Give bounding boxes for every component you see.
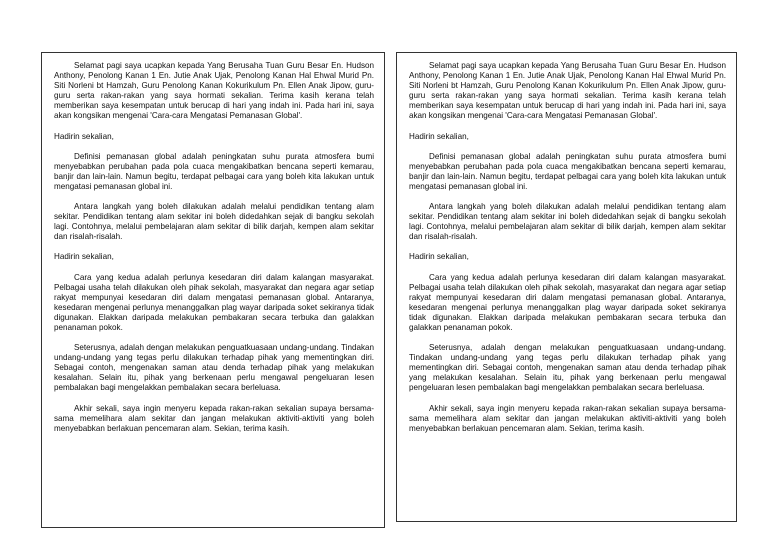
closing-paragraph: Akhir sekali, saya ingin menyeru kepada rakan-rakan sekalian supaya bersama-sama memelihara alam sekitar dan jangan melakukan aktiviti-aktiviti yang boleh menyebabkan berlakuan pencemaran alam. Sekian, terima kasih. xyxy=(409,403,726,433)
education-paragraph: Antara langkah yang boleh dilakukan adalah melalui pendidikan tentang alam sekitar. Pendidikan tentang alam sekitar ini boleh didedahkan sejak di bangku sekolah lagi. Contohnya, melalui pembelajaran alam sekitar di bilik darjah, kempen alam sekitar dan risalah-risalah. xyxy=(54,202,374,242)
greeting-line: Hadirin sekalian, xyxy=(409,252,469,262)
education-paragraph: Antara langkah yang boleh dilakukan adalah melalui pendidikan tentang alam sekitar. Pendidikan tentang alam sekitar ini boleh didedahkan sejak di bangku sekolah lagi. Contohnya, melalui pembelajaran alam sekitar di bilik darjah, kempen alam sekitar dan risalah-risalah. xyxy=(409,202,726,242)
greeting-line: Hadirin sekalian, xyxy=(54,131,114,141)
awareness-paragraph: Cara yang kedua adalah perlunya kesedaran diri dalam kalangan masyarakat. Pelbagai usaha telah dilakukan oleh pihak sekolah, masyarakat dan negara agar setiap rakyat mempunyai kesedaran diri dalam mengatasi pemanasan global. Antaranya, kesedaran mengenai perlunya menanggalkan plag wayar daripada soket sekiranya tidak digunakan. Elakkan daripada melakukan pembakaran secara terbuka dan galakkan penanaman pokok. xyxy=(409,272,726,332)
law-enforcement-paragraph: Seterusnya, adalah dengan melakukan penguatkuasaan undang-undang. Tindakan undang-undang yang tegas perlu dilakukan terhadap pihak yang mementingkan diri. Sebagai contoh, mengenakan saman atau denda terhadap pihak yang melakukan kesalahan. Selain itu, pihak yang berkenaan perlu mengawal pengeluaran lesen pembalakan bagi mengelakkan pembalakan secara berleluasa. xyxy=(54,343,374,393)
awareness-paragraph: Cara yang kedua adalah perlunya kesedaran diri dalam kalangan masyarakat. Pelbagai usaha telah dilakukan oleh pihak sekolah, masyarakat dan negara agar setiap rakyat mempunyai kesedaran diri dalam mengatasi pemanasan global. Antaranya, kesedaran mengenai perlunya menanggalkan plag wayar daripada soket sekiranya tidak digunakan. Elakkan daripada melakukan pembakaran secara terbuka dan galakkan penanaman pokok. xyxy=(54,272,374,332)
definition-paragraph: Definisi pemanasan global adalah peningkatan suhu purata atmosfera bumi menyebabkan perubahan pada pola cuaca mengakibatkan bencana seperti kemarau, banjir dan lain-lain. Namun begitu, terdapat pelbagai cara yang boleh kita lakukan untuk mengatasi pemanasan global ini. xyxy=(54,151,374,191)
opening-paragraph: Selamat pagi saya ucapkan kepada Yang Berusaha Tuan Guru Besar En. Hudson Anthony, Penolong Kanan 1 En. Jutie Anak Ujak, Penolong Kanan Hal Ehwal Murid Pn. Siti Norleni bt Hamzah, Guru Penolong Kanan Kokurikulum Pn. Ellen Anak Jipow, guru-guru serta rakan-rakan yang saya hormati sekalian. Terima kasih kerana telah memberikan saya kesempatan untuk berucap di hari yang indah ini. Pada hari ini, saya akan kongsikan mengenai 'Cara-cara Mengatasi Pemanasan Global'. xyxy=(409,61,726,121)
document-page-right xyxy=(396,52,737,522)
document-page-left xyxy=(41,52,385,528)
opening-paragraph: Selamat pagi saya ucapkan kepada Yang Berusaha Tuan Guru Besar En. Hudson Anthony, Penolong Kanan 1 En. Jutie Anak Ujak, Penolong Kanan Hal Ehwal Murid Pn. Siti Norleni bt Hamzah, Guru Penolong Kanan Kokurikulum Pn. Ellen Anak Jipow, guru-guru serta rakan-rakan yang saya hormati sekalian. Terima kasih kerana telah memberikan saya kesempatan untuk berucap di hari yang indah ini. Pada hari ini, saya akan kongsikan mengenai 'Cara-cara Mengatasi Pemanasan Global'. xyxy=(54,61,374,121)
definition-paragraph: Definisi pemanasan global adalah peningkatan suhu purata atmosfera bumi menyebabkan perubahan pada pola cuaca mengakibatkan bencana seperti kemarau, banjir dan lain-lain. Namun begitu, terdapat pelbagai cara yang boleh kita lakukan untuk mengatasi pemanasan global ini. xyxy=(409,151,726,191)
greeting-line: Hadirin sekalian, xyxy=(54,252,114,262)
closing-paragraph: Akhir sekali, saya ingin menyeru kepada rakan-rakan sekalian supaya bersama-sama memelihara alam sekitar dan jangan melakukan aktiviti-aktiviti yang boleh menyebabkan berlakuan pencemaran alam. Sekian, terima kasih. xyxy=(54,403,374,433)
greeting-line: Hadirin sekalian, xyxy=(409,131,469,141)
law-enforcement-paragraph: Seterusnya, adalah dengan melakukan penguatkuasaan undang-undang. Tindakan undang-undang yang tegas perlu dilakukan terhadap pihak yang mementingkan diri. Sebagai contoh, mengenakan saman atau denda terhadap pihak yang melakukan kesalahan. Selain itu, pihak yang berkenaan perlu mengawal pengeluaran lesen pembalakan bagi mengelakkan pembalakan secara berleluasa. xyxy=(409,343,726,393)
